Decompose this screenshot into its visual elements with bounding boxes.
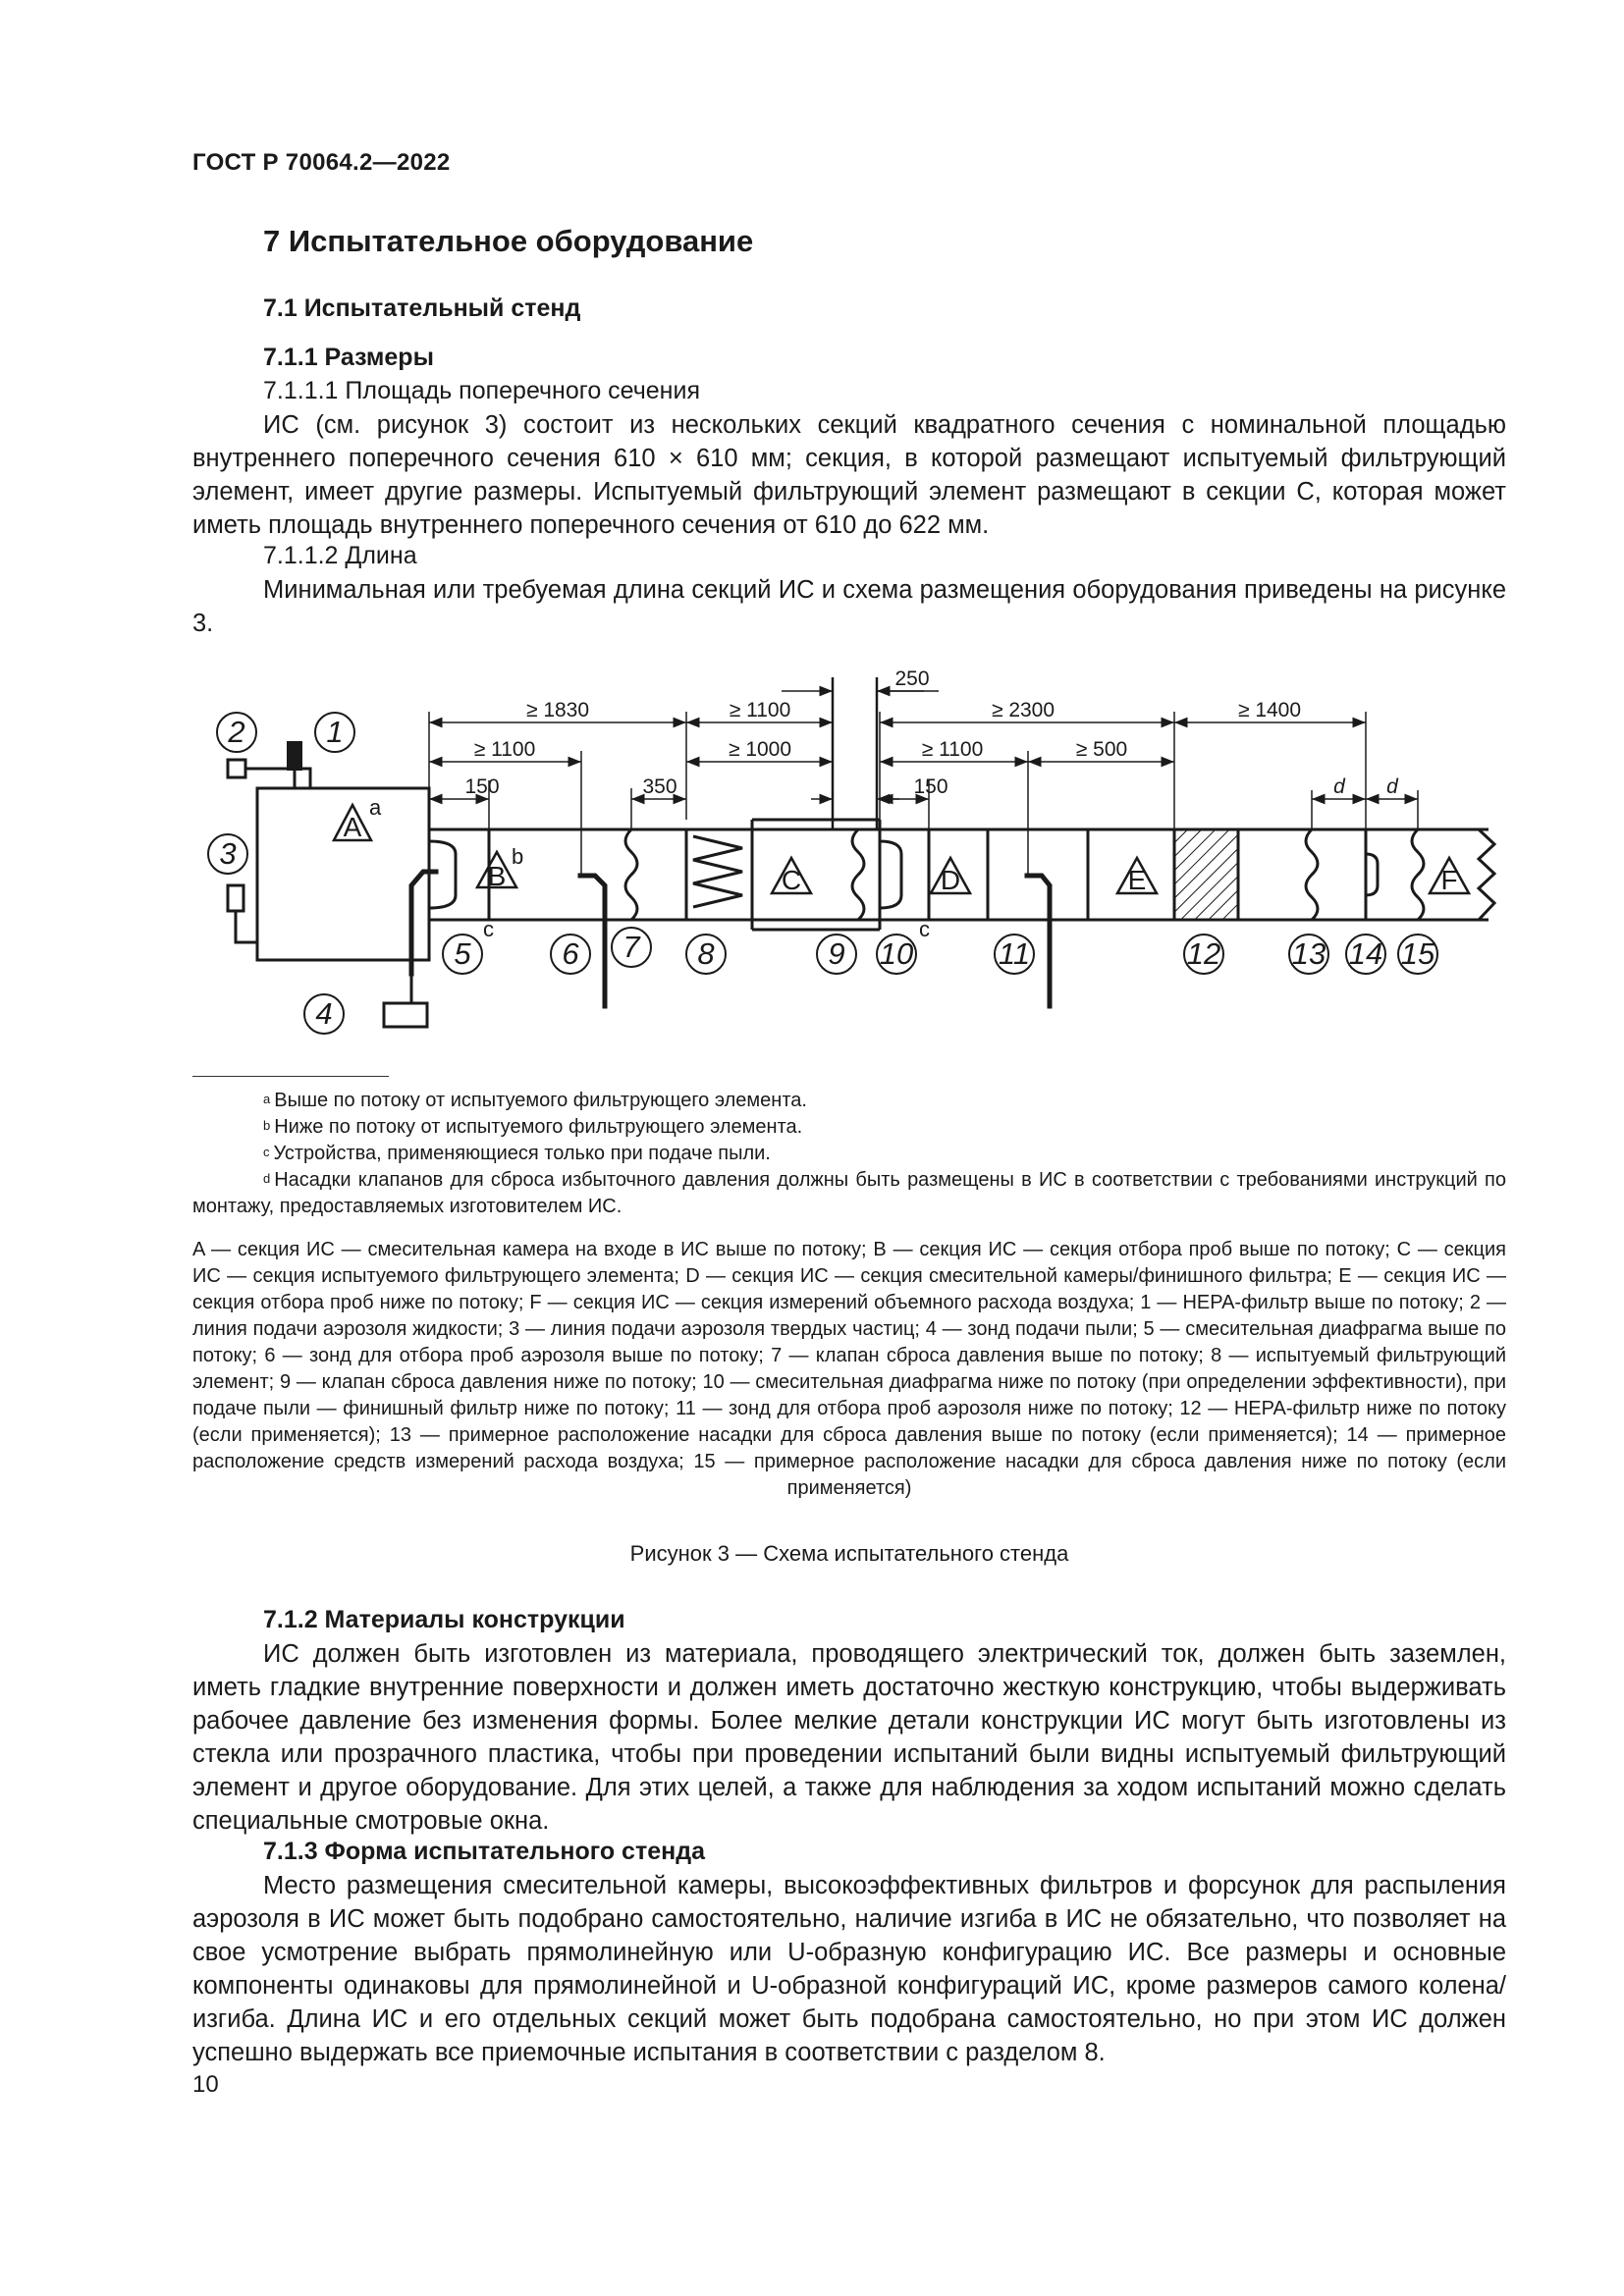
paragraph-cross-section: ИС (см. рисунок 3) состоит из нескольких секций квадратного сечения с номинальной площадью внутреннего поперечного сечения 610 × 610 мм; секция, в которой размещают испытуемый фильтрующий элемент, имеет другие размеры. Испытуемый фильтрующий элемент размещают в секции С, которая может иметь площадь внутреннего поперечного сечения от 610 до 622 мм. <box>192 411 1506 539</box>
superscript-b: b <box>512 844 524 869</box>
test-rig-diagram <box>192 658 1506 1050</box>
figure-footnotes <box>192 1088 1506 1220</box>
callout-4: 4 <box>315 996 333 1031</box>
callout-13: 13 <box>1291 936 1326 971</box>
callout-14: 14 <box>1348 936 1383 971</box>
subsection-7-1-1-1-title: 7.1.1.1 Площадь поперечного сечения <box>263 377 700 404</box>
section-b-label: B <box>487 861 507 891</box>
callout-12: 12 <box>1186 936 1221 971</box>
dim-2300: ≥ 2300 <box>991 699 1056 721</box>
downstream-sampling-probe <box>1027 876 1050 1006</box>
footnote-divider <box>192 1076 389 1077</box>
subsection-7-1-1-2-title: 7.1.1.2 Длина <box>263 542 417 569</box>
callout-1: 1 <box>326 715 344 749</box>
document-code: ГОСТ Р 70064.2—2022 <box>192 149 451 176</box>
callout-15: 15 <box>1400 936 1435 971</box>
solid-aerosol-inlet <box>228 885 244 911</box>
dim-1830: ≥ 1830 <box>525 699 590 721</box>
section-c-label: C <box>781 865 802 895</box>
footnote-a <box>192 1088 1506 1114</box>
dim-d-2: d <box>1386 775 1398 798</box>
dim-d-1: d <box>1333 775 1345 798</box>
dim-150-d: 150 <box>913 775 948 798</box>
callout-5: 5 <box>454 936 471 971</box>
callout-10: 10 <box>879 936 914 971</box>
paragraph-materials: ИС должен быть изготовлен из материала, проводящего электрический ток, должен быть заземлен, иметь гладкие внутренние поверхности и должен иметь достаточно жесткую конструкцию, чтобы выдерживать рабочее давление без изменения формы. Более мелкие детали конструкции ИС могут быть изготовлены из стекла или прозрачного пластика, чтобы при проведении испытаний были видны испытуемый фильтрующий элемент и другое оборудование. Для этих целей, а также для наблюдения за ходом испытаний можно сделать специальные смотровые окна. <box>192 1640 1506 1835</box>
dim-1100-b: ≥ 1100 <box>473 738 536 761</box>
dust-feed-probe <box>411 872 436 974</box>
subsection-7-1-3-title: 7.1.3 Форма испытательного стенда <box>263 1838 705 1865</box>
dim-150-b: 150 <box>464 775 500 798</box>
callout-11: 11 <box>998 936 1031 971</box>
footnote-text: Выше по потоку от испытуемого фильтрующего элемента. <box>274 1090 807 1111</box>
callout-6: 6 <box>562 936 579 971</box>
callout-9: 9 <box>828 936 845 971</box>
section-a-label: A <box>343 812 362 842</box>
dim-500: ≥ 500 <box>1075 738 1128 761</box>
subsection-7-1-1-title: 7.1.1 Размеры <box>263 344 434 371</box>
dim-1400: ≥ 1400 <box>1237 699 1302 721</box>
paragraph-length: Минимальная или требуемая длина секций ИС и схема размещения оборудования приведены на рисунке 3. <box>192 576 1506 637</box>
footnote-d <box>192 1167 1506 1220</box>
dim-1100-c: ≥ 1100 <box>729 699 791 721</box>
footnote-text: Ниже по потоку от испытуемого фильтрующего элемента. <box>274 1116 803 1138</box>
subsection-7-1-2-title: 7.1.2 Материалы конструкции <box>263 1606 625 1633</box>
liquid-aerosol-inlet <box>228 760 245 777</box>
dim-1100-d: ≥ 1100 <box>921 738 984 761</box>
superscript-c-5: c <box>483 917 494 941</box>
subsection-7-1-title: 7.1 Испытательный стенд <box>263 294 581 322</box>
dim-250: 250 <box>894 667 930 690</box>
footnote-b <box>192 1114 1506 1141</box>
dim-1000: ≥ 1000 <box>728 738 792 761</box>
section-f-label: F <box>1440 865 1458 895</box>
footnote-text: Устройства, применяющиеся только при подаче пыли. <box>273 1143 771 1164</box>
figure-caption: Рисунок 3 — Схема испытательного стенда <box>629 1541 1069 1566</box>
hepa-filter-upstream <box>287 741 302 771</box>
section-e-label: E <box>1127 865 1147 895</box>
section-d-label: D <box>940 865 961 895</box>
callout-7: 7 <box>623 930 640 964</box>
footnote-c <box>192 1141 1506 1167</box>
page-number: 10 <box>192 2071 219 2098</box>
figure-legend: A — секция ИС — смесительная камера на входе в ИС выше по потоку; B — секция ИС — секция отбора проб выше по потоку; C — секция ИС — секция испытуемого фильтрующего элемента; D — секция ИС — секция смесительной камеры/финишного фильтра; E — секция ИС — секция отбора проб ниже по потоку; F — секция ИС — секция измерений объемного расхода воздуха; 1 — HEPA-фильтр выше по потоку; 2 — линия подачи аэрозоля жидкости; 3 — линия подачи аэрозоля твердых частиц; 4 — зонд подачи пыли; 5 — смесительная диафрагма выше по потоку; 6 — зонд для отбора проб аэрозоля выше по потоку; 7 — клапан сброса давления выше по потоку; 8 — испытуемый фильтрующий элемент; 9 — клапан сброса давления ниже по потоку; 10 — смесительная диафрагма ниже по потоку (при определении эффективности), при подаче пыли — финишный фильтр ниже по потоку; 11 — зонд для отбора проб аэрозоля ниже по потоку; 12 — HEPA-фильтр ниже по потоку (если применяется); 13 — примерное расположение насадки для сброса давления выше по потоку (если применяется); 14 — примерное расположение средств измерений расхода воздуха; 15 — примерное расположение насадки для сброса давления ниже по потоку (если применяется) <box>192 1239 1506 1499</box>
figure-test-rig-scheme <box>192 658 1506 1050</box>
hepa-filter-downstream <box>1174 829 1238 920</box>
superscript-c-10: c <box>919 917 930 941</box>
paragraph-shape: Место размещения смесительной камеры, высокоэффективных фильтров и форсунок для распыления аэрозоля в ИС может быть подобрано самостоятельно, наличие изгиба в ИС не обязательно, что позволяет на свое усмотрение выбрать прямолинейную или U-образную конфигурацию ИС. Все размеры и основные компоненты одинаковы для прямолинейной и U-образной конфигураций ИС, кроме размеров самого колена/изгиба. Длина ИС и его отдельных секций может быть подобрана самостоятельно, но при этом ИС должен успешно выдержать все приемочные испытания в соответствии с разделом 8. <box>192 1872 1506 2066</box>
footnote-mark: c <box>263 1145 270 1159</box>
dim-350: 350 <box>642 775 677 798</box>
footnote-text: Насадки клапанов для сброса избыточного давления должны быть размещены в ИС в соответствии с требованиями инструкций по монтажу, предоставляемых изготовителем ИС. <box>192 1169 1506 1217</box>
callout-8: 8 <box>697 936 715 971</box>
callout-3: 3 <box>219 836 237 871</box>
footnote-mark: b <box>263 1118 271 1133</box>
callout-2: 2 <box>228 715 245 749</box>
superscript-a: a <box>369 795 382 820</box>
section-title: 7 Испытательное оборудование <box>263 224 754 258</box>
footnote-mark: a <box>263 1092 271 1106</box>
dust-feeder-box <box>384 1003 427 1027</box>
footnote-mark: d <box>263 1171 271 1186</box>
